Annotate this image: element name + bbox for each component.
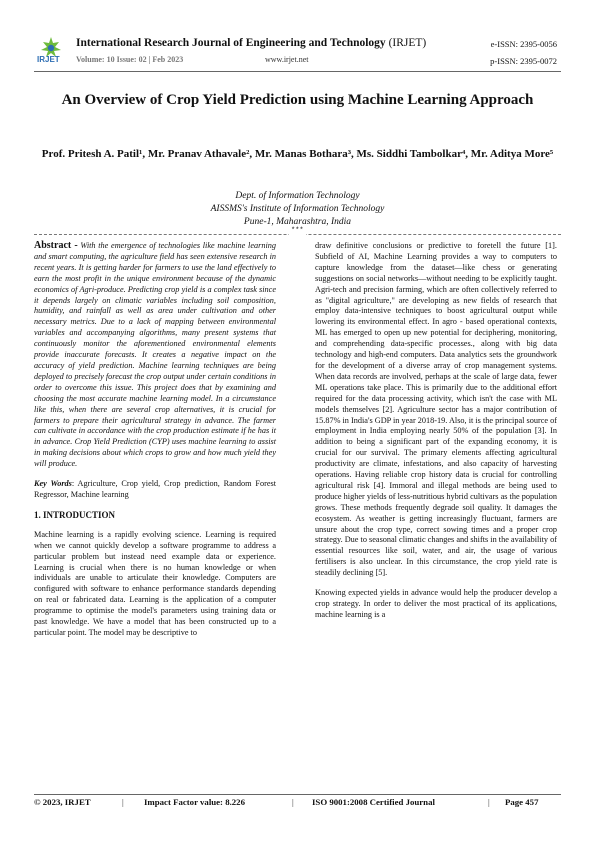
volume-issue bbox=[76, 55, 183, 64]
left-column bbox=[34, 241, 276, 648]
affiliation-dept: Dept. of Information Technology bbox=[235, 191, 360, 201]
footer-rule bbox=[34, 794, 561, 795]
footer-separator: | bbox=[488, 797, 490, 807]
affiliation-institute: AISSMS's Institute of Information Technology bbox=[210, 204, 385, 214]
footer-impact-factor: Impact Factor value: 8.226 bbox=[144, 797, 245, 807]
body-paragraph: draw definitive conclusions or predictive to foretell the future [1]. Subfield of AI, Machine Learning provides a way to computers to capture knowledge from the dataset—like chess or generating suggestions on social networks—without needing to be explicitly taught. Agri-tech and precision farming, which are often collectively referred to as "digital agriculture," are developing as new fields of research that employ data-intensive techniques to boost agricultural output while lowering its environmental effect. In agro - based operational contexts, ML has emerged to open up new potential for deciphering, monitoring, and comprehending data-specific processes., along with big data technology and high-end computers. Data analytics sets the groundwork for the development of a diverse array of crop management systems. When data records are involved, perhaps at the scale of large data, fewer ML operations take place. This is primarily due to the additional effort required for the data processing activity, which isn't the case with ML models themselves [2]. Agriculture sector has a major contribution of 15.87% in India's GDP in year 2018-19. Also, it is the principal source of employment in India employing nearly 50% of the population [3]. In addition to being a significant part of the expanding economy, it is crucial for our survival. The primary elements affecting agricultural productivity are climate, infestations, and also capacity of harvesting operations. Having reliable crop history data is crucial for controlling agricultural risk [4]. Immoral and illegal methods are being used to produce higher yields of less-nutritious hybrid cultivars as the population grows. These methods frequently degrade soil quality. It damages the ecosystem. As weather is getting increasingly fluctuant, farmers are unsure about the crop type, correct sowing times and a proper crop strategy. Due to seasonal climatic changes and shifts in the availability of essential resources like soil, water, and air, the usage of various fertilisers is also unclear. In this circumstance, the crop yield rate is steadily declining [5]. bbox=[315, 241, 557, 578]
author-list: Prof. Pritesh A. Patil¹, Mr. Pranav Athavale², Mr. Manas Bothara³, Ms. Siddhi Tambolkar⁴, Mr. Aditya More⁵ bbox=[41, 148, 554, 160]
keywords-label: Key Words bbox=[34, 479, 72, 489]
divider-mark: *** bbox=[291, 227, 304, 235]
abstract bbox=[34, 241, 276, 470]
header-rule bbox=[34, 71, 561, 72]
keywords-text: : Agriculture, Crop yield, Crop prediction, Random Forest Regressor, Machine learning bbox=[34, 479, 277, 499]
journal-abbr: (IRJET) bbox=[388, 37, 427, 49]
footer-separator: | bbox=[122, 797, 124, 807]
affiliation-location: Pune-1, Maharashtra, India bbox=[243, 217, 352, 227]
journal-url[interactable]: www.irjet.net bbox=[265, 55, 309, 64]
footer-separator: | bbox=[292, 797, 294, 807]
footer-copyright: © 2023, IRJET bbox=[34, 797, 91, 807]
intro-paragraph: Machine learning is a rapidly evolving science. Learning is required when we cannot quickly develop a software programme to address a particular problem but instead need example data or experience. Learning is crucial when there is no human knowledge or when individuals are unable to articulate their knowledge. Computers are configured with software to enhance performance standards depending on real or fabricated data. Learning is the application of a computer programme to optimise the model's parameters using training data or past knowledge. We have a model that has been constructed up to a particular point. The model may be descriptive to bbox=[34, 529, 276, 637]
section-heading-introduction: 1. INTRODUCTION bbox=[34, 509, 116, 520]
page-footer bbox=[34, 797, 561, 815]
keywords bbox=[34, 479, 276, 501]
volume-issue-text: Volume: 10 Issue: 02 | Feb 2023 bbox=[76, 55, 184, 64]
e-issn: e-ISSN: 2395-0056 bbox=[490, 39, 557, 49]
body-paragraph: Knowing expected yields in advance would help the producer develop a crop strategy. In order to deliver the most practical of its applications, machine learning is a bbox=[315, 588, 557, 619]
affiliation bbox=[60, 190, 535, 229]
footer-page-number: Page 457 bbox=[505, 797, 539, 807]
p-issn: p-ISSN: 2395-0072 bbox=[490, 56, 557, 66]
logo-text: IRJET bbox=[37, 55, 60, 64]
page-header bbox=[0, 0, 595, 72]
abstract-text: With the emergence of technologies like machine learning and smart computing, the agriculture field has seen extensive research in recent years. It is getting harder for farmers to use the land effectively to earn the most profit in the unique environment because of the dynamic economics of Agri-produce. Predicting crop yield is a complex task since it depends largely on climatic variables including soil composition, humidity, and rainfall as well as area under cultivation and other necessary metrics. Due to a lack of mapping between environmental variables and accompanying algorithms, many present systems that continuously monitor the aforementioned environmental elements provide inaccurate forecasts. It creates a negative impact on the accuracy of yield prediction. Machine learning techniques are being deployed to precisely forecast the crop output under certain conditions in order to overcome this issue. This project does that by examining and choosing the most accurate machine learning model. In a circumstance like this, when there are several crop alternatives, it is crucial for farmers to prepare their agricultural strategy in advance. The farmer can cultivate in accordance with the crop production estimate if he has it in advance. Crop Yield Prediction (CYP) uses machine learning to assist in making decisions about which crops to grow and how much yield they will produce. bbox=[34, 241, 276, 469]
abstract-label: Abstract - bbox=[34, 240, 78, 251]
right-column bbox=[315, 241, 557, 630]
footer-iso: ISO 9001:2008 Certified Journal bbox=[312, 797, 435, 807]
journal-name: International Research Journal of Engineering and Technology bbox=[76, 37, 386, 49]
journal-title bbox=[76, 37, 426, 49]
paper-title: An Overview of Crop Yield Prediction using Machine Learning Approach bbox=[61, 92, 534, 108]
